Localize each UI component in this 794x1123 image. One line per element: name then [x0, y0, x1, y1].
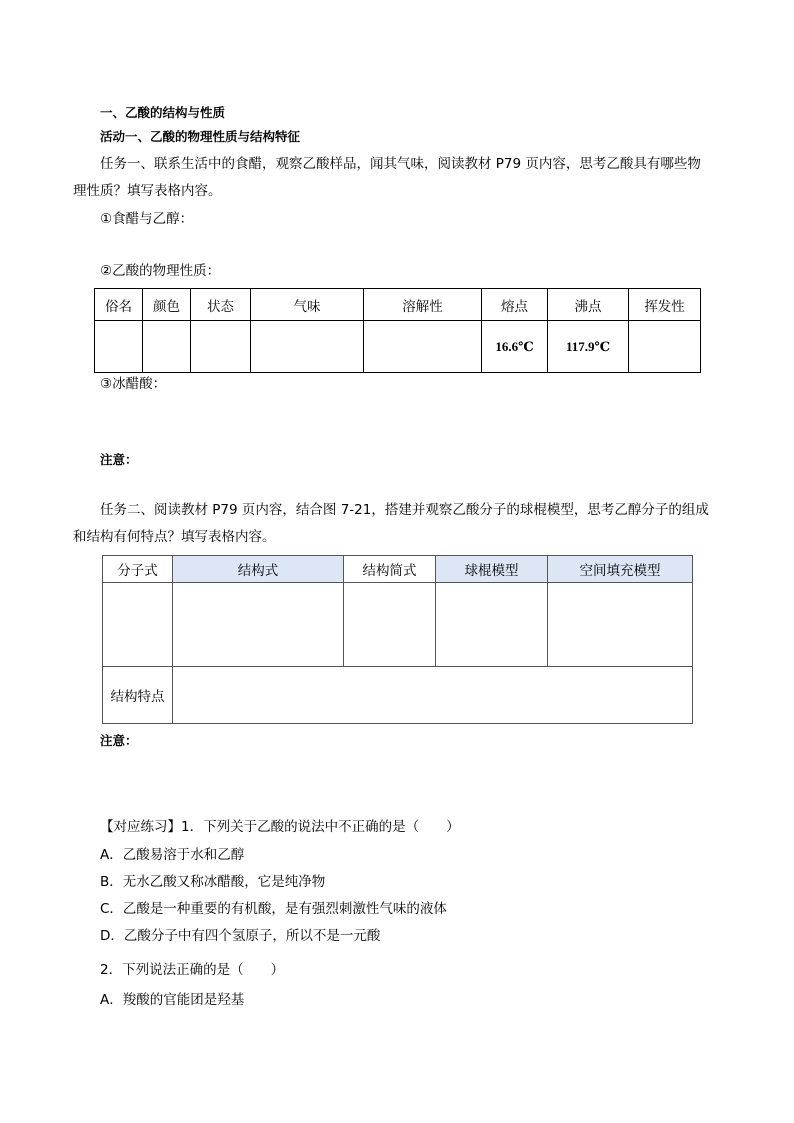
blank-cell	[251, 321, 364, 373]
q1-option-c: C．乙酸是一种重要的有机酸，是有强烈刺激性气味的液体	[100, 901, 447, 917]
header-cell: 状态	[191, 289, 251, 321]
exercise-q2: 2．下列说法正确的是（ ）	[100, 962, 285, 978]
exercise-q1: 【对应练习】1．下列关于乙酸的说法中不正确的是（ ）	[100, 819, 460, 835]
header-cell: 溶解性	[364, 289, 482, 321]
structure-table	[102, 555, 693, 724]
header-cell: 空间填充模型	[548, 556, 693, 583]
blank-cell	[143, 321, 191, 373]
header-cell: 结构式	[173, 556, 344, 583]
blank-cell	[95, 321, 143, 373]
task1-item1: ①食醋与乙醇：	[100, 211, 194, 227]
blank-cell	[173, 583, 344, 667]
header-cell: 熔点	[482, 289, 548, 321]
task2-line1: 任务二、阅读教材 P79 页内容，结合图 7-21，搭建并观察乙酸分子的球棍模型，思考乙醇分子的组成	[100, 502, 709, 518]
header-cell: 挥发性	[629, 289, 701, 321]
q2-option-a: A．羧酸的官能团是羟基	[100, 992, 245, 1008]
task2-line2: 和结构有何特点？填写表格内容。	[73, 529, 276, 545]
task1-item3: ③冰醋酸：	[100, 376, 167, 392]
task1-line1: 任务一、联系生活中的食醋，观察乙酸样品，闻其气味，阅读教材 P79 页内容，思考乙酸具有哪些物	[100, 156, 701, 172]
task1-note: 注意：	[100, 452, 138, 467]
blank-cell	[173, 667, 693, 724]
header-cell: 气味	[251, 289, 364, 321]
header-cell: 颜色	[143, 289, 191, 321]
blank-cell	[344, 583, 436, 667]
header-cell: 结构简式	[344, 556, 436, 583]
blank-cell	[364, 321, 482, 373]
blank-cell	[548, 583, 693, 667]
blank-cell	[436, 583, 548, 667]
q1-option-d: D．乙酸分子中有四个氢原子，所以不是一元酸	[100, 928, 381, 944]
task1-line2: 理性质？填写表格内容。	[73, 183, 222, 199]
melting-point-value: 16.6℃	[482, 321, 548, 373]
header-cell: 球棍模型	[436, 556, 548, 583]
structure-feature-label: 结构特点	[103, 667, 173, 724]
q1-option-a: A．乙酸易溶于水和乙醇	[100, 847, 245, 863]
q1-option-b: B．无水乙酸又称冰醋酸，它是纯净物	[100, 874, 326, 890]
physical-properties-table	[94, 288, 701, 373]
blank-cell	[103, 583, 173, 667]
task1-item2: ②乙酸的物理性质：	[100, 263, 221, 279]
blank-cell	[191, 321, 251, 373]
task2-note: 注意：	[100, 733, 138, 748]
section-heading: 一、乙酸的结构与性质	[100, 105, 226, 120]
header-cell: 沸点	[548, 289, 629, 321]
boiling-point-value: 117.9℃	[548, 321, 629, 373]
activity-heading: 活动一、乙酸的物理性质与结构特征	[100, 129, 301, 144]
blank-cell	[629, 321, 701, 373]
header-cell: 俗名	[95, 289, 143, 321]
header-cell: 分子式	[103, 556, 173, 583]
